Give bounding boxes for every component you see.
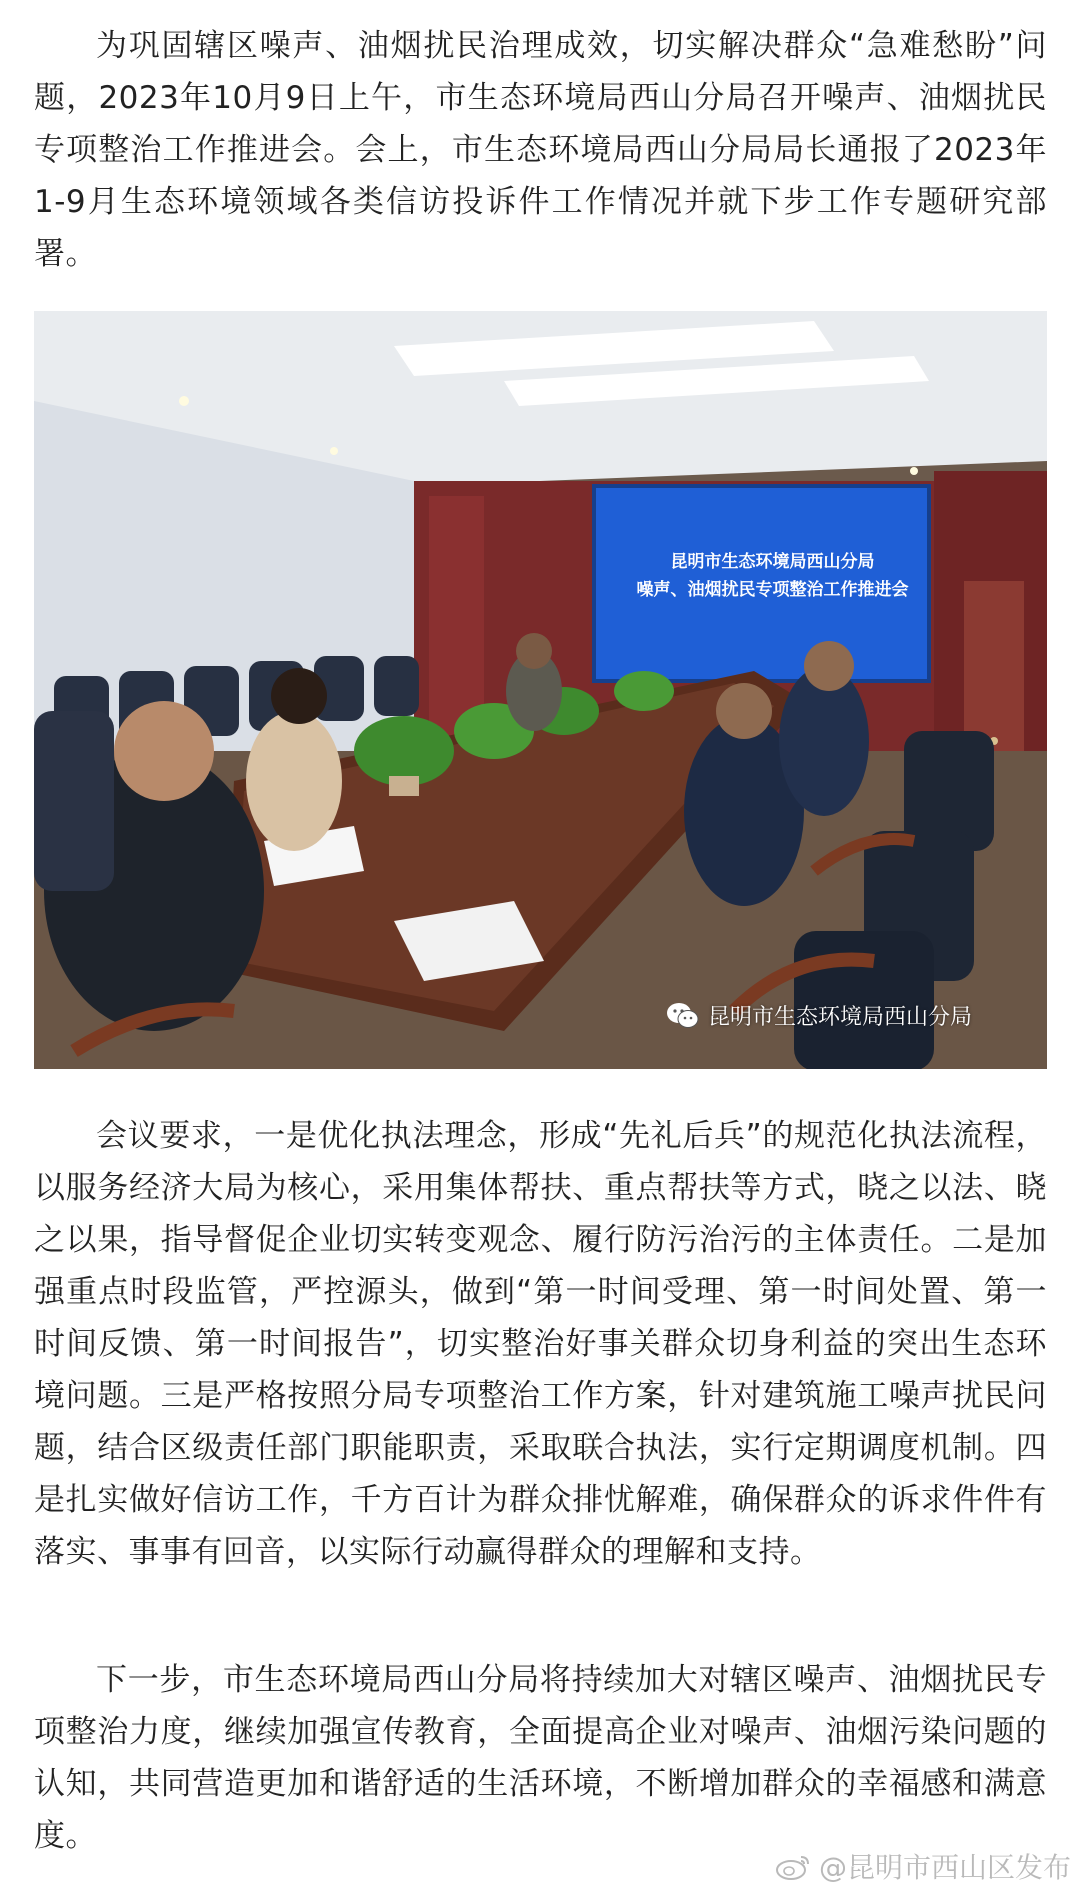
wechat-watermark-text: 昆明市生态环境局西山分局: [708, 1005, 973, 1030]
weibo-icon: [775, 1851, 813, 1881]
wechat-watermark: [666, 1000, 972, 1031]
weibo-watermark: [775, 1846, 1071, 1886]
screen-line-1: 昆明市生态环境局西山分局: [670, 552, 875, 572]
screen-caption: [600, 548, 945, 604]
weibo-watermark-text: @昆明市西山区发布: [818, 1851, 1071, 1884]
article-paragraph-2: 会议要求，一是优化执法理念，形成“先礼后兵”的规范化执法流程，以服务经济大局为核心，采用集体帮扶、重点帮扶等方式，晓之以法、晓之以果，指导督促企业切实转变观念、履行防污治污的主体责任。二是加强重点时段监管，严控源头，做到“第一时间受理、第一时间处置、第一时间反馈、第一时间报告”，切实整治好事关群众切身利益的突出生态环境问题。三是严格按照分局专项整治工作方案，针对建筑施工噪声扰民问题，结合区级责任部门职能职责，采取联合执法，实行定期调度机制。四是扎实做好信访工作，千方百计为群众排忧解难，确保群众的诉求件件有落实、事事有回音，以实际行动赢得群众的理解和支持。: [34, 1118, 1047, 1570]
wechat-icon: [666, 1002, 700, 1030]
meeting-photo: [34, 311, 1047, 1069]
article-paragraph-3: 下一步，市生态环境局西山分局将持续加大对辖区噪声、油烟扰民专项整治力度，继续加强宣传教育，全面提高企业对噪声、油烟污染问题的认知，共同营造更加和谐舒适的生活环境，不断增加群众的幸福感和满意度。: [34, 1662, 1047, 1854]
article-paragraph-1: 为巩固辖区噪声、油烟扰民治理成效，切实解决群众“急难愁盼”问题，2023年10月9日上午，市生态环境局西山分局召开噪声、油烟扰民专项整治工作推进会。会上，市生态环境局西山分局局长通报了2023年1-9月生态环境领域各类信访投诉件工作情况并就下步工作专题研究部署。: [34, 28, 1047, 272]
screen-line-2: 噪声、油烟扰民专项整治工作推进会: [636, 580, 909, 600]
meeting-room-illustration: [34, 311, 1047, 1069]
